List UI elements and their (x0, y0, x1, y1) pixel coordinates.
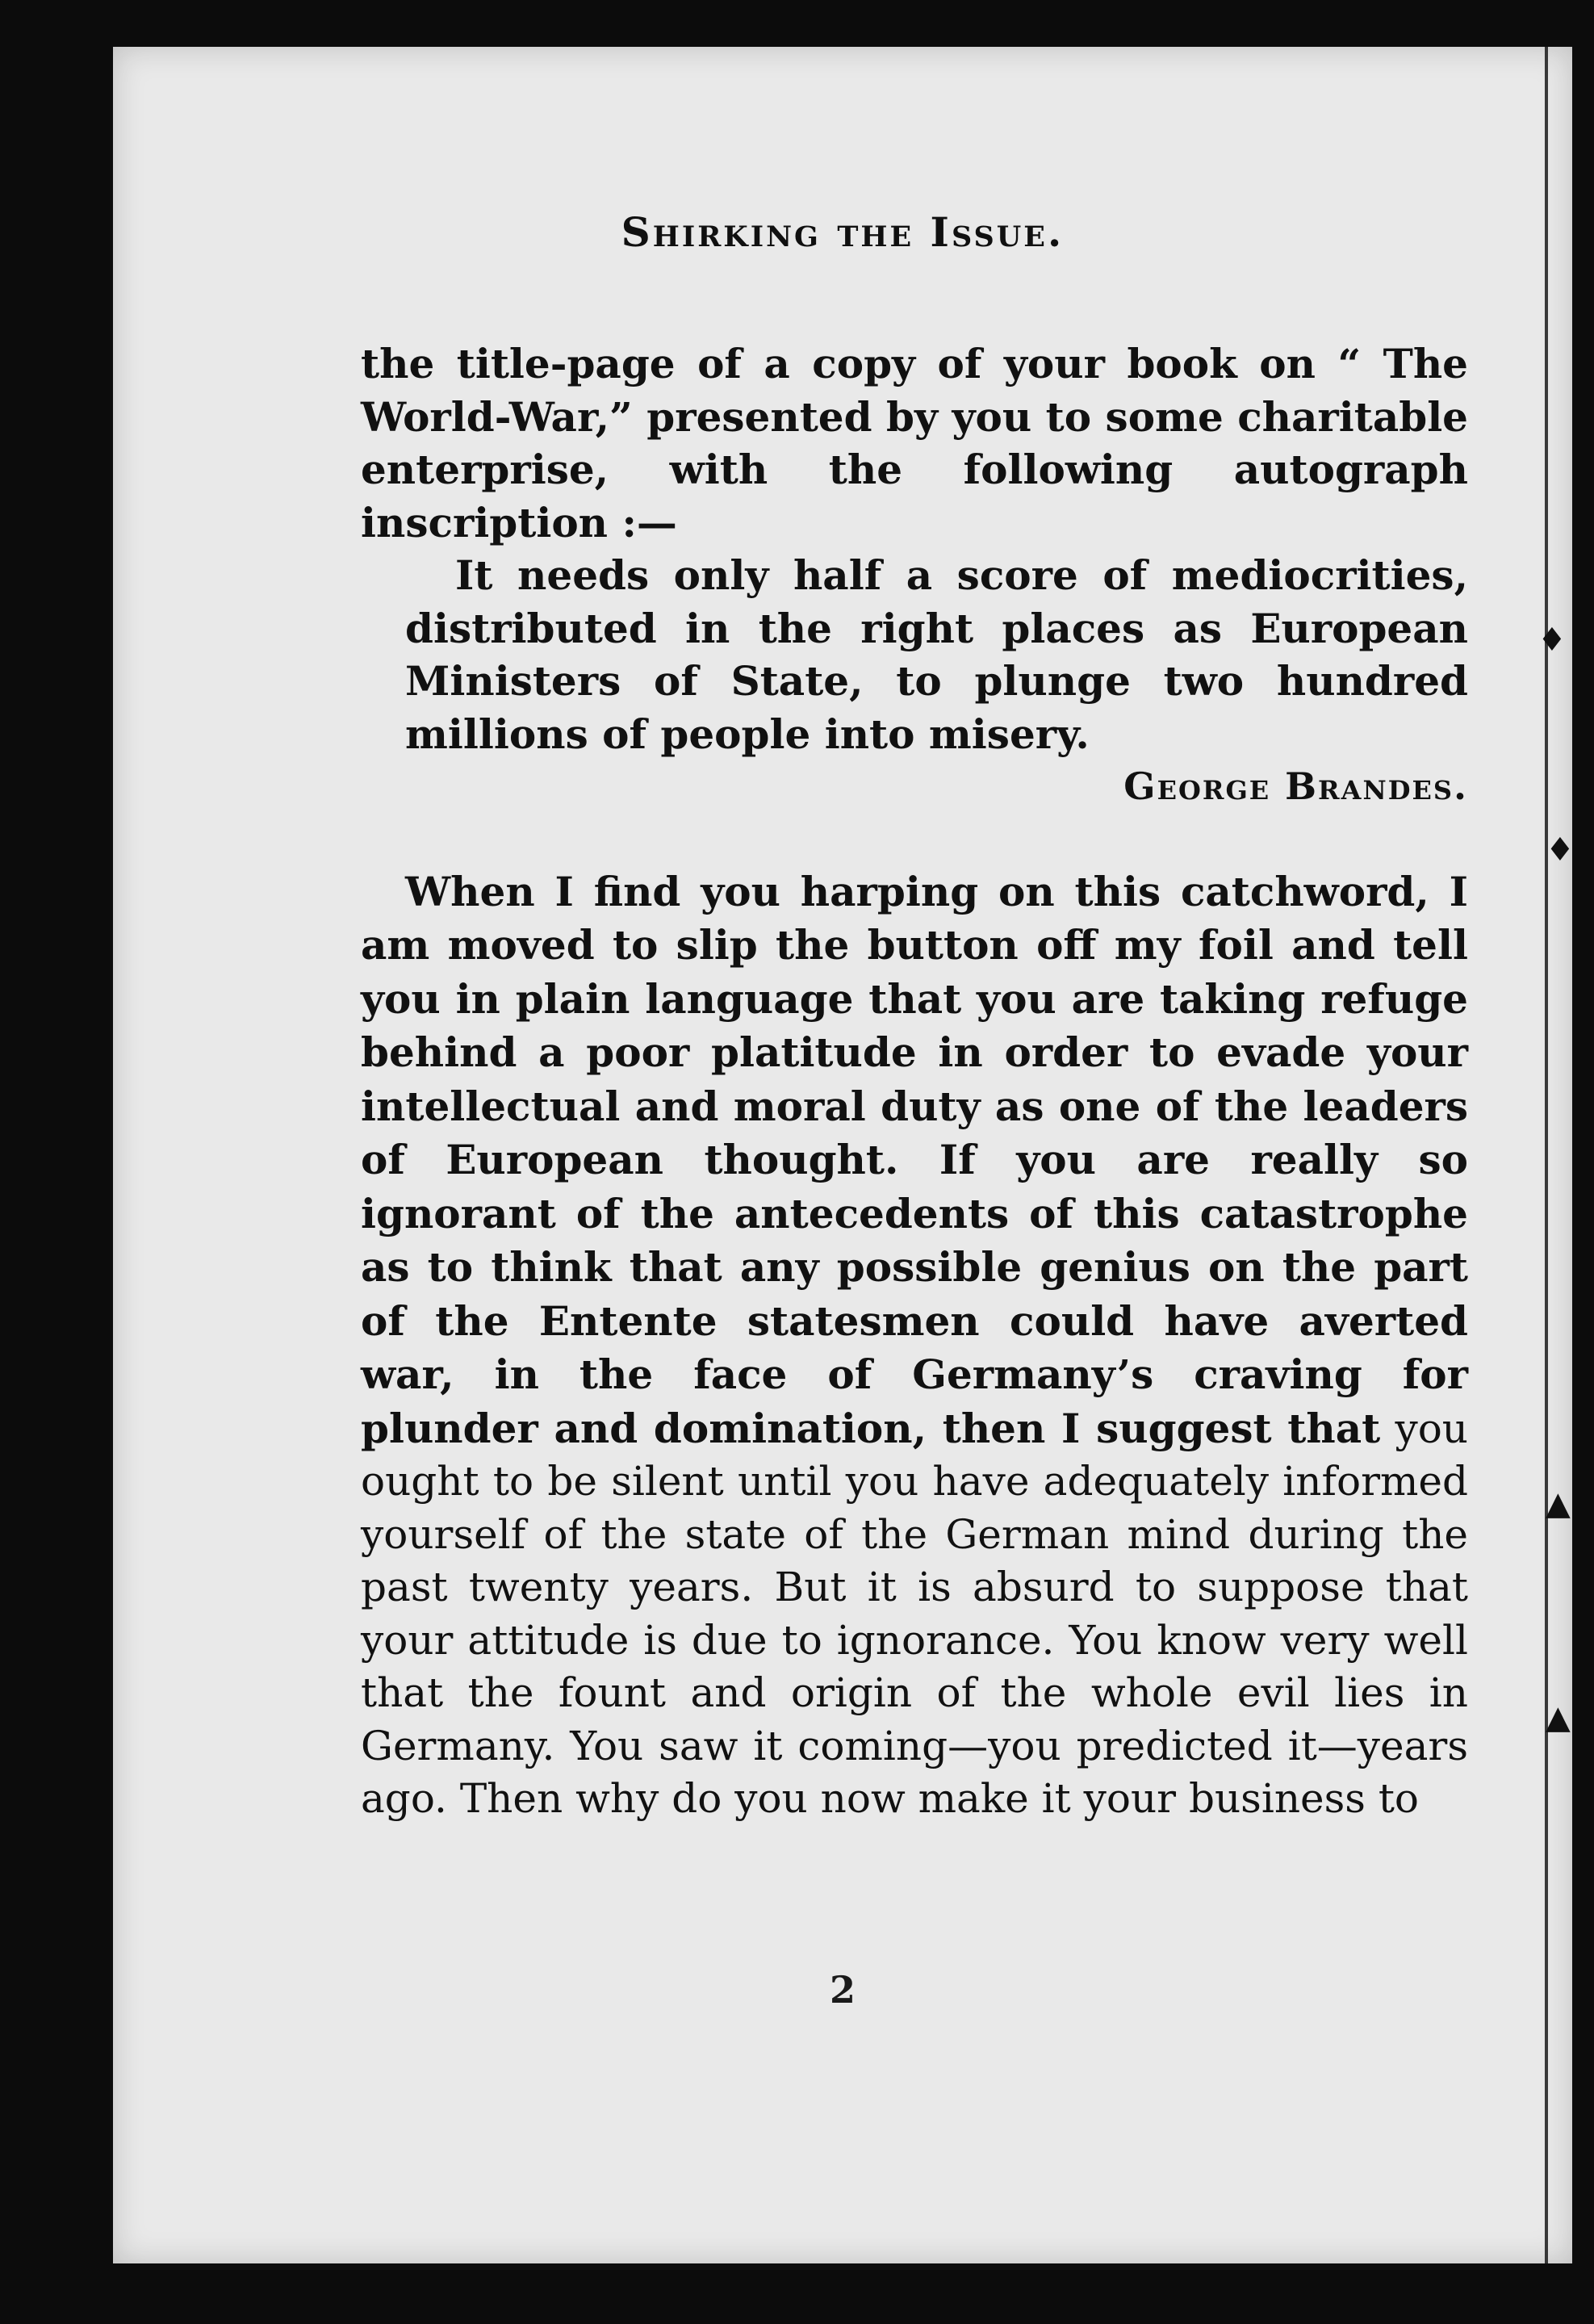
margin-mark: ▲ (1546, 1485, 1571, 1522)
margin-mark: ♦ (1538, 622, 1567, 659)
margin-mark: ♦ (1546, 831, 1575, 869)
book-page (113, 47, 1572, 2263)
quotation-attribution: George Brandes. (1123, 764, 1468, 808)
main-paragraph (361, 865, 1468, 1826)
page-edge (1545, 47, 1548, 2263)
margin-mark: ▲ (1546, 1699, 1571, 1736)
text-block (361, 337, 1468, 1826)
running-head: Shirking the Issue. (621, 208, 1065, 256)
page-number: 2 (829, 1968, 856, 2012)
opening-paragraph: the title-page of a copy of your book on “ The World-War,” presented by you to some charitable enterprise, with the following autograph inscription :— (361, 340, 1468, 546)
main-paragraph-rest: you ought to be silent until you have adequately informed yourself of the state of the German mind during the past twenty years. But it is absurd to suppose that your attitude is due to ignorance. You know very well that the fount and origin of the whole evil lies in Germany. You saw it coming—you predicted it—years ago. Then why do you now make it your business to (361, 1405, 1469, 1822)
quotation: It needs only half a score of mediocrities, distributed in the right places as European Ministers of State, to plunge two hundred millions of people into misery. (405, 551, 1468, 758)
main-paragraph-bold: When I find you harping on this catchword, I am moved to slip the button off my foil and tell you in plain language that you are taking refuge behind a poor platitude in order to evade your intellectual and moral duty as one of the leaders of European thought. If you are really so ignorant of the antecedents of this catastrophe as to think that any possible genius on the part of the Entente statesmen could have averted war, in the face of Germany’s craving for plunder and domination, then I suggest that (361, 867, 1468, 1452)
